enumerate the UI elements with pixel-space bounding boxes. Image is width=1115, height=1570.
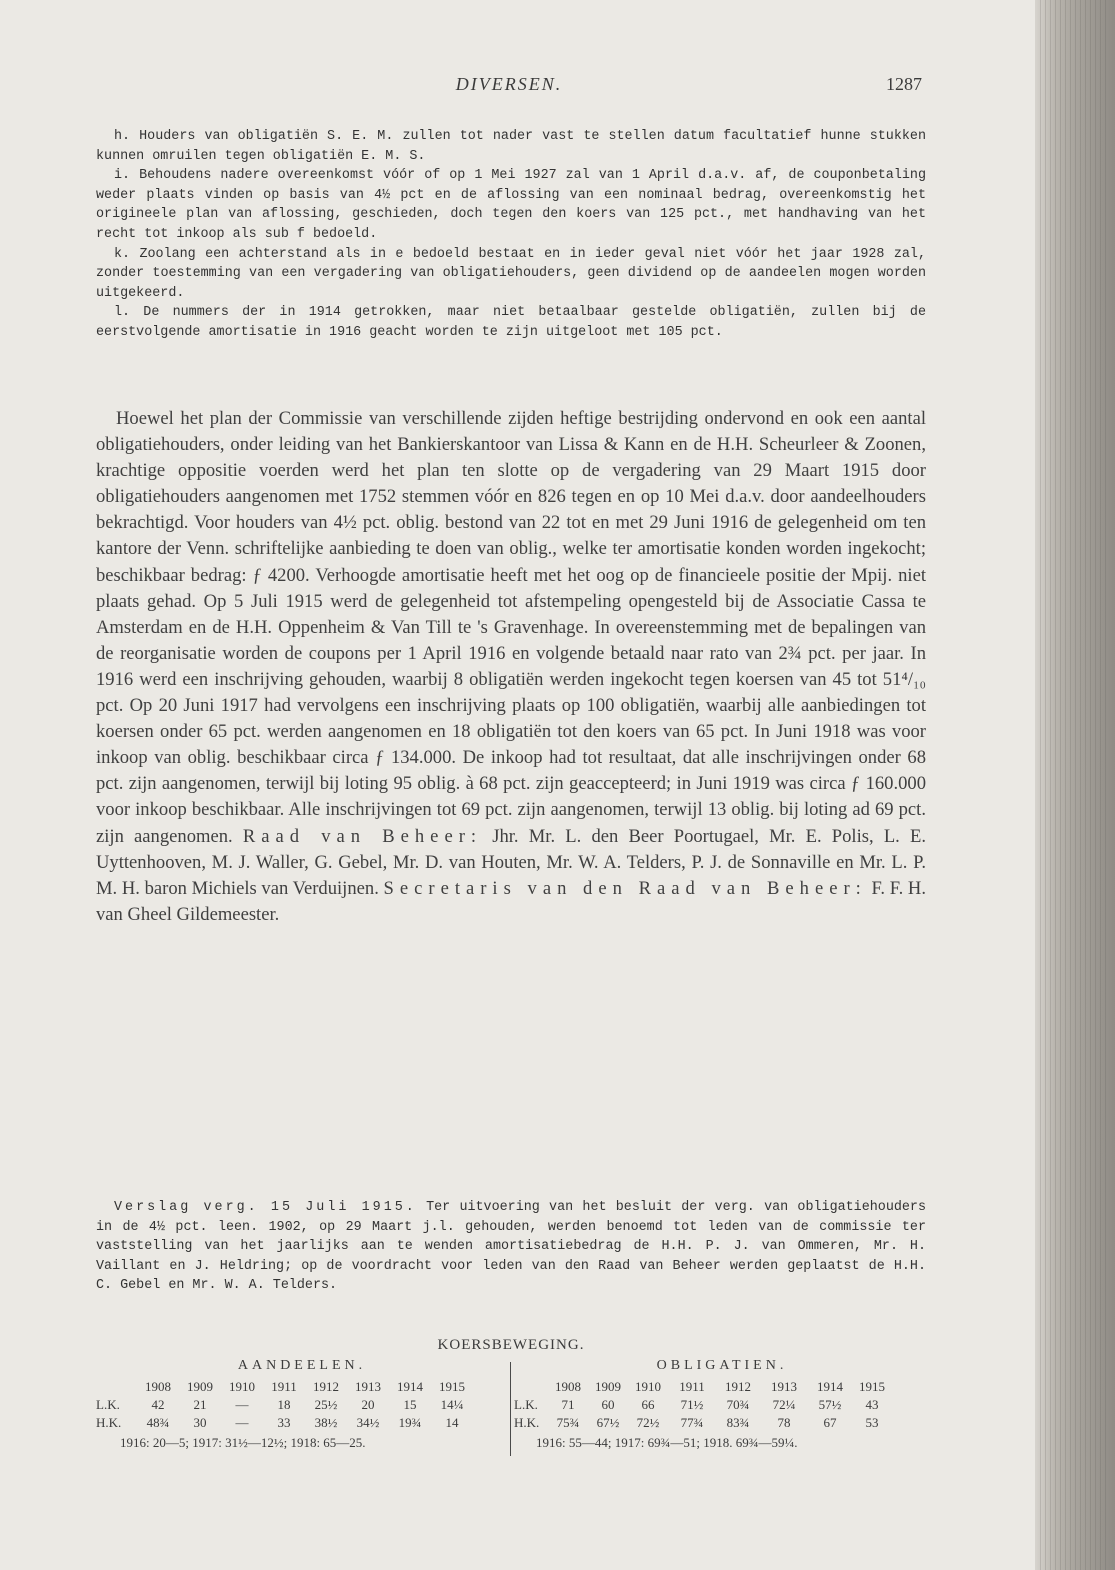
value-cell: 20 xyxy=(361,1397,375,1412)
year-cell: 1915 xyxy=(859,1379,885,1394)
row-label: H.K. xyxy=(514,1415,540,1430)
value-cell: — xyxy=(235,1397,249,1412)
verslag-block xyxy=(96,1198,926,1296)
verslag-text: Ter uitvoering van het besluit der verg. van obligatiehouders in de 4½ pct. leen. 1902, op 29 Maart j.l. gehouden, werden benoemd tot leden van de commissie ter vaststelling van het jaarlijks aan te wenden amortisatiebedrag de H.H. P. J. van Ommeren, Mr. H. Vaillant en J. Heldring; op de voordracht voor leden van den Raad van Beheer werden geplaatst de H.H. C. Gebel en Mr. W. A. Telders. xyxy=(96,1200,926,1294)
year-cell: 1914 xyxy=(817,1379,843,1394)
value-cell: 67 xyxy=(823,1415,837,1430)
year-cell: 1911 xyxy=(271,1379,297,1394)
value-cell: 72½ xyxy=(636,1415,660,1430)
obligatien-hk-row xyxy=(512,1415,932,1433)
value-cell: 42 xyxy=(151,1397,165,1412)
raad-label: Raad van Beheer: xyxy=(242,825,483,847)
raad-members: Jhr. Mr. L. den Beer Poortugael, Mr. E. Polis, L. E. Uyttenhooven, M. J. Waller, G. Gebel, Mr. D. van Houten, Mr. W. A. Telders, P. J. de Sonnaville en Mr. L. P. M. H. baron Michiels van Verduijnen. xyxy=(96,825,926,899)
secretaris-name: F. F. H. van Gheel Gildemeester. xyxy=(96,877,926,925)
obligatien-lk-row xyxy=(512,1397,932,1415)
aandeelen-lk-row xyxy=(96,1397,508,1415)
clause-l: l. De nummers der in 1914 getrokken, maar niet betaalbaar gestelde obligatiën, zullen bij de eerstvolgende amortisatie in 1916 geacht worden te zijn uitgeloot met 105 pct. xyxy=(96,305,926,340)
value-cell: 14¼ xyxy=(440,1397,464,1412)
year-cell: 1908 xyxy=(145,1379,171,1394)
obligatien-years-row xyxy=(512,1379,932,1397)
year-cell: 1911 xyxy=(679,1379,705,1394)
value-cell: 15 xyxy=(403,1397,417,1412)
aandeelen-note: 1916: 20—5; 1917: 31½—12½; 1918: 65—25. xyxy=(120,1435,366,1450)
verslag-paragraph xyxy=(96,1198,926,1296)
value-cell: 83¾ xyxy=(726,1415,750,1430)
value-cell: 25½ xyxy=(314,1397,338,1412)
table-divider xyxy=(510,1362,511,1456)
value-cell: 30 xyxy=(193,1415,207,1430)
year-cell: 1912 xyxy=(313,1379,339,1394)
value-cell: 75¾ xyxy=(556,1415,580,1430)
value-cell: 71 xyxy=(561,1397,575,1412)
value-cell: 57½ xyxy=(818,1397,842,1412)
running-head xyxy=(96,74,922,98)
year-cell: 1910 xyxy=(635,1379,661,1394)
history-text: Hoewel het plan der Commissie van verschillende zijden heftige bestrijding ondervond en ook een aantal obligatiehouders, onder leiding van het Bankierskantoor van Lissa & Kann en de H.H. Scheurleer & Zoonen, krachtige oppositie voerden werd het plan ten slotte op de vergadering van 29 Maart 1915 door obligatiehouders aangenomen met 1752 stemmen vóór en 826 tegen en op 10 Mei d.a.v. door aandeelhouders bekrachtigd. Voor houders van 4½ pct. oblig. bestond van 22 tot en met 29 Juni 1916 de gelegenheid om ten kantore der Venn. schriftelijke aanbieding te doen van oblig., welke ter amortisatie konden worden ingekocht; beschikbaar bedrag: ƒ 4200. Verhoogde amortisatie heeft met het oog op de financieele positie der Mpij. niet plaats gehad. Op 5 Juli 1915 werd de gelegenheid tot afstempeling opengesteld bij de Associatie Cassa te Amsterdam en de H.H. Oppenheim & Van Till te 's Gravenhage. In overeenstemming met de bepalingen van de reorganisatie worden de coupons per 1 April 1916 en volgende betaald naar rato van 2¾ pct. per jaar. In 1916 werd een inschrijving gehouden, waarbij 8 obligatiën werden ingekocht tegen koersen van 45 tot 51⁴/₁₀ pct. Op 20 Juni 1917 had vervolgens een inschrijving plaats op 100 obligatiën, waarbij alle aanbiedingen tot koersen onder 65 pct. werden aangenomen en 18 obligatiën tot den koers van 65 pct. In Juni 1918 was voor inkoop van oblig. beschikbaar circa ƒ 134.000. De inkoop had tot resultaat, dat alle inschrijvingen onder 68 pct. zijn aangenomen, terwijl bij loting 95 oblig. à 68 pct. zijn geaccepteerd; in Juni 1919 was circa ƒ 160.000 voor inkoop beschikbaar. Alle inschrijvingen tot 69 pct. zijn aangenomen, terwijl 13 oblig. bij loting ad 69 pct. zijn aangenomen. xyxy=(96,408,926,847)
value-cell: 48¾ xyxy=(146,1415,170,1430)
value-cell: 43 xyxy=(865,1397,879,1412)
value-cell: 19¾ xyxy=(398,1415,422,1430)
value-cell: 38½ xyxy=(314,1415,338,1430)
clause-k: k. Zoolang een achterstand als in e bedoeld bestaat en in ieder geval niet vóór het jaar 1928 zal, zonder toestemming van een vergadering van obligatiehouders, geen dividend op de aandeelen mogen worden uitgekeerd. xyxy=(96,246,926,301)
value-cell: 21 xyxy=(193,1397,207,1412)
page-edges xyxy=(1040,0,1110,1570)
value-cell: 67½ xyxy=(596,1415,620,1430)
value-cell: 77¾ xyxy=(680,1415,704,1430)
clause-i: i. Behoudens nadere overeenkomst vóór of op 1 Mei 1927 zal van 1 April d.a.v. af, de couponbetaling weder plaats vinden op basis van 4½ pct en de aflossing van een nominaal bedrag, overeenkomstig het origineele plan van aflossing, geschieden, doch tegen den koers van 125 pct., met handhaving van het recht tot inkoop als sub f bedoeld. xyxy=(96,168,926,242)
main-paragraph xyxy=(96,406,926,928)
value-cell: 18 xyxy=(277,1397,291,1412)
value-cell: 78 xyxy=(777,1415,791,1430)
obligatien-note: 1916: 55—44; 1917: 69¾—51; 1918. 69¾—59¼. xyxy=(536,1435,798,1450)
page-number: 1287 xyxy=(886,74,922,94)
year-cell: 1909 xyxy=(595,1379,621,1394)
running-title: DIVERSEN. xyxy=(455,74,563,94)
year-cell: 1913 xyxy=(355,1379,381,1394)
value-cell: 60 xyxy=(601,1397,615,1412)
clause-h: h. Houders van obligatiën S. E. M. zullen tot nader vast te stellen datum facultatief hunne stukken kunnen omruilen tegen obligatiën E. M. S. xyxy=(96,129,926,164)
aandeelen-heading: AANDEELEN. xyxy=(237,1358,367,1373)
value-cell: 66 xyxy=(641,1397,655,1412)
aandeelen-hk-row xyxy=(96,1415,508,1433)
value-cell: 14 xyxy=(445,1415,459,1430)
row-label: L.K. xyxy=(514,1397,538,1412)
value-cell: — xyxy=(235,1415,249,1430)
value-cell: 70¾ xyxy=(726,1397,750,1412)
year-cell: 1913 xyxy=(771,1379,797,1394)
value-cell: 72¼ xyxy=(772,1397,796,1412)
aandeelen-years-row xyxy=(96,1379,508,1397)
year-cell: 1912 xyxy=(725,1379,751,1394)
year-cell: 1914 xyxy=(397,1379,423,1394)
price-table xyxy=(96,1358,932,1468)
koers-title: KOERSBEWEGING. xyxy=(437,1337,585,1353)
obligatien-heading: OBLIGATIEN. xyxy=(656,1358,788,1373)
year-cell: 1915 xyxy=(439,1379,465,1394)
row-label: L.K. xyxy=(96,1397,120,1412)
value-cell: 71½ xyxy=(680,1397,704,1412)
year-cell: 1910 xyxy=(229,1379,255,1394)
value-cell: 34½ xyxy=(356,1415,380,1430)
clauses-block xyxy=(96,127,926,343)
secretaris-label: Secretaris van den Raad van Beheer: xyxy=(383,877,867,899)
row-label: H.K. xyxy=(96,1415,122,1430)
verslag-label: Verslag verg. 15 Juli 1915. xyxy=(114,1200,417,1215)
year-cell: 1908 xyxy=(555,1379,581,1394)
year-cell: 1909 xyxy=(187,1379,213,1394)
paragraph-text xyxy=(96,406,926,928)
value-cell: 53 xyxy=(865,1415,879,1430)
value-cell: 33 xyxy=(277,1415,291,1430)
